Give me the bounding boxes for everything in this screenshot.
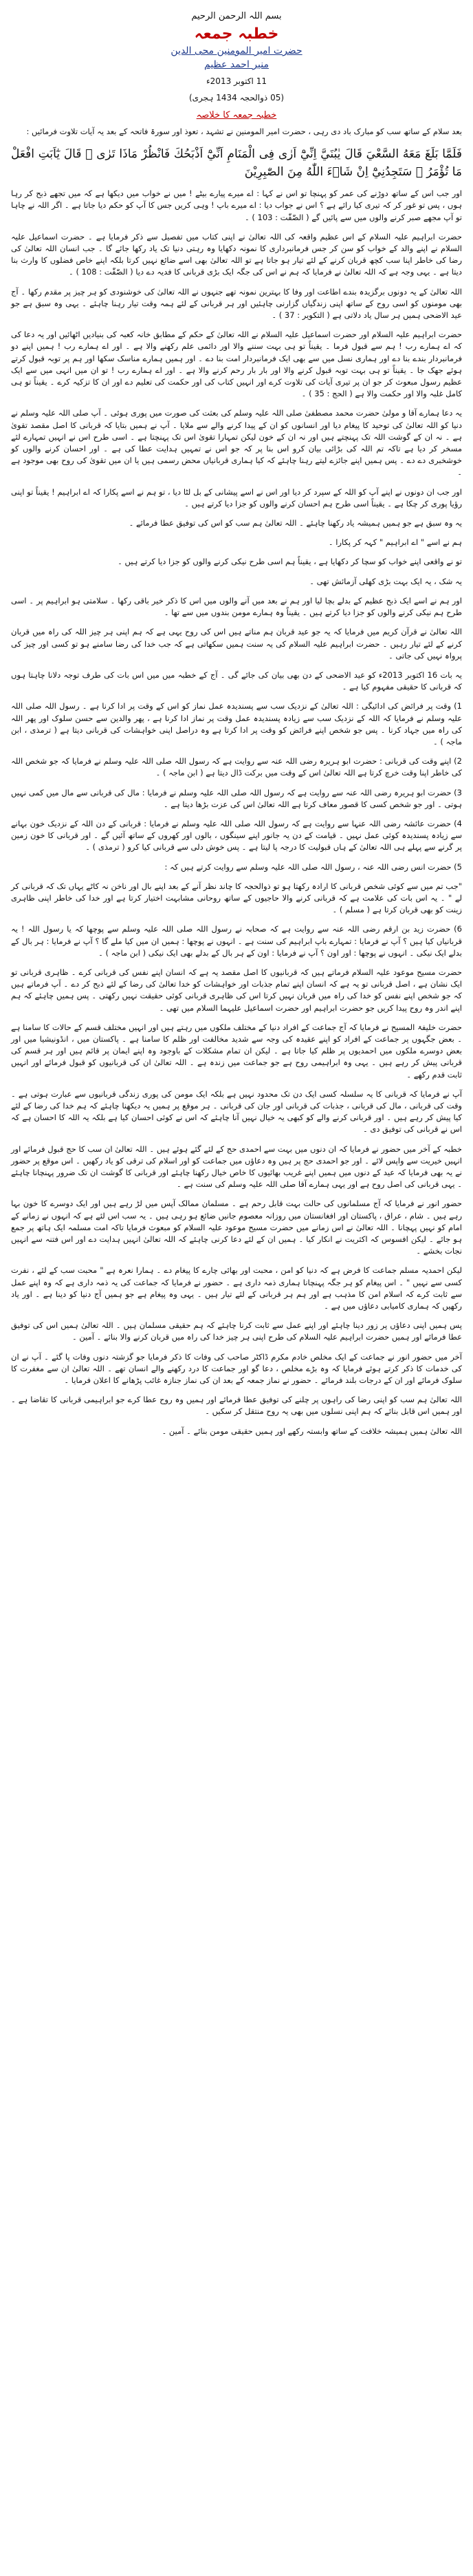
paragraph: یہ وہ سبق ہے جو ہمیں ہمیشہ یاد رکھنا چاہئے ۔ اللہ تعالیٰ ہم سب کو اس کی توفیق عطا فرمائے ۔ (129, 518, 462, 528)
date-hijri: (05 ذوالحجہ 1434 ہجری) (188, 93, 285, 103)
paragraph: لیکن احمدیہ مسلم جماعت کا فرض ہے کہ دنیا کو امن ، محبت اور بھائی چارے کا پیغام دے ۔ ہمارا نعرہ ہے " محبت سب کے لئے ، نفرت کسی سے نہیں " ۔ اس پیغام کو ہر جگہ پہنچانا ہماری ذمہ داری ہے ۔ حضور نے فرمایا کہ جماعت کی یہ ذمہ داری ہے کہ وہ اپنے عمل سے ثابت کرے کہ اسلام امن کا مذہب ہے اور ہم ہر قربانی کے لئے تیار ہیں ۔ یہی وہ پیغام ہے جو ہمیں آج دنیا کو دینا ہے ۔ اور یاد رکھیں کہ ہماری کامیابی دعاؤں میں ہے ۔ (11, 1265, 462, 1311)
paragraph: حضرت ابراہیم علیہ السلام کے اس عظیم واقعہ کی اللہ تعالیٰ نے اپنی کتاب میں تفصیل سے ذکر فرمایا ہے ۔ حضرت اسماعیل علیہ السلام نے اپنے والد کے خواب کو سن کر جس فرمانبرداری کا نمونہ دکھایا وہ رہتی دنیا تک یاد رکھا جائے گا ۔ جب انسان اللہ تعالیٰ کی رضا کی خاطر اپنا سب کچھ قربان کرنے کے لئے تیار ہو جاتا ہے تو اللہ تعالیٰ بھی اسے ضائع نہیں کرتا بلکہ اپنے خاص فضلوں کا وارث بنا دیتا ہے ۔ یہی وجہ ہے کہ اللہ تعالیٰ نے فرمایا کہ ہم نے اس کی جگہ ایک بڑی قربانی کا فدیہ دے دیا ( الصّٰفّٰت : 108 ) ۔ (11, 231, 462, 277)
paragraph: اور جب اس کے ساتھ دوڑنے کی عمر کو پہنچا تو اس نے کہا : اے میرے پیارے بیٹے ! میں نے خواب میں دیکھا ہے کہ میں تجھے ذبح کر رہا ہوں ، پس تو غور کر کہ تیری کیا رائے ہے ؟ اس نے جواب دیا : اے میرے باپ ! وہی کریں جس کا آپ کو حکم دیا جاتا ہے ۔ اگر اللہ نے چاہا تو آپ مجھے صبر کرنے والوں میں سے پائیں گے ( الصّٰفّٰت : 103 ) ۔ (11, 189, 462, 222)
paragraph: آپ نے فرمایا کہ قربانی کا یہ سلسلہ کسی ایک دن تک محدود نہیں ہے بلکہ ایک مومن کی پوری زندگی قربانیوں سے عبارت ہوتی ہے ۔ وقت کی قربانی ، مال کی قربانی ، جذبات کی قربانی اور جان کی قربانی ۔ ہر موقع پر ہمیں یہ دیکھنا چاہئے کہ ہم خدا کی رضا کے لئے کیا پیش کر رہے ہیں ۔ اور قربانی کرنے والے کو کبھی یہ خیال نہیں آنا چاہئے کہ اس نے کوئی احسان کیا ہے بلکہ یہ اللہ کا احسان ہے کہ اس نے قربانی کی توفیق دی ۔ (11, 1088, 462, 1135)
paragraph: آخر میں حضور انور نے جماعت کے ایک مخلص خادم مکرم ڈاکٹر صاحب کی وفات کا ذکر فرمایا جو گزشتہ دنوں وفات پا گئے ۔ آپ نے ان کی خدمات کا ذکر کرتے ہوئے فرمایا کہ وہ بڑے مخلص ، دعا گو اور جماعت کا درد رکھنے والے انسان تھے ۔ اللہ تعالیٰ ان سے مغفرت کا سلوک فرمائے اور ان کے درجات بلند فرمائے ۔ حضور نے نماز جمعہ کے بعد ان کی نماز جنازہ غائب پڑھانے کا اعلان فرمایا ۔ (11, 1351, 462, 1386)
date-gregorian: 11 اکتوبر 2013ء (206, 76, 267, 86)
paragraph: یہ شک ، یہ ایک بہت بڑی کھلی آزمائش تھی ۔ (309, 576, 462, 586)
paragraph: اللہ تعالیٰ کے یہ دونوں برگزیدہ بندے اطاعت اور وفا کا بہترین نمونہ تھے جنہوں نے اللہ تعالیٰ کی خوشنودی کو ہر چیز پر مقدم رکھا ۔ آج بھی مومنوں کو اسی روح کے ساتھ اپنی زندگیاں گزارنی چاہئیں اور ہر قربانی کے لئے ہمہ وقت تیار رہنا چاہئے ۔ یہی وہ سبق ہے جو عید الاضحی ہمیں ہر سال یاد دلاتی ہے ( التکویر : 37 ) ۔ (11, 286, 462, 321)
bismillah: بسم اللہ الرحمن الرحیم (191, 11, 282, 21)
paragraph: حضور انور نے فرمایا کہ آج مسلمانوں کی حالت بہت قابل رحم ہے ۔ مسلمان ممالک آپس میں لڑ رہے ہیں اور ایک دوسرے کا خون بہا رہے ہیں ۔ شام ، عراق ، پاکستان اور افغانستان میں روزانہ معصوم جانیں ضائع ہو رہی ہیں ۔ یہ سب اس لئے ہے کہ انہوں نے زمانے کے امام کو نہیں پہچانا ۔ اللہ تعالیٰ نے اس زمانے میں حضرت مسیح موعود علیہ السلام کو مبعوث فرمایا تاکہ امت مسلمہ ایک ہاتھ پر جمع ہو جائے ۔ لیکن افسوس کہ اکثریت نے انکار کیا ۔ ہمیں ان کے لئے دعا کرنی چاہئے کہ اللہ تعالیٰ انہیں ہدایت دے اور اس فتنہ سے انہیں نجات بخشے ۔ (11, 1199, 462, 1256)
paragraph: ہم نے اسے " اے ابراہیم " کہہ کر پکارا ۔ (328, 537, 462, 548)
author: منیر احمد عظیم (204, 59, 269, 70)
numbered-paragraph: 3) حضرت ابو ہریرہ رضی اللہ عنہ سے روایت ہے کہ رسول اللہ صلی اللہ علیہ وسلم نے فرمایا : مال کی قربانی سے مال میں کمی نہیں ہوتی ۔ اور جو شخص کسی کا قصور معاف کرتا ہے اللہ تعالیٰ اس کی عزت بڑھا دیتا ہے ۔ (11, 787, 462, 809)
paragraph: اور ہم نے اسے ایک ذبح عظیم کے بدلے بچا لیا اور ہم نے بعد میں آنے والوں میں اس کا ذکر خیر باقی رکھا ۔ سلامتی ہو ابراہیم پر ۔ اسی طرح ہم نیکی کرنے والوں کو جزا دیا کرتے ہیں ۔ یقیناً وہ ہمارے مومن بندوں میں سے تھا ۔ (11, 595, 462, 618)
paragraph: پس ہمیں اپنی دعاؤں پر زور دینا چاہئے اور اپنے عمل سے ثابت کرنا چاہئے کہ ہم حقیقی مسلمان ہیں ۔ اللہ تعالیٰ ہمیں اس کی توفیق عطا فرمائے اور ہمیں حضرت ابراہیم علیہ السلام کی طرح اپنی ہر چیز خدا کی راہ میں قربان کرنے والا بنائے ۔ آمین ۔ (11, 1320, 462, 1342)
paragraph: یہ دعا ہمارے آقا و مولیٰ حضرت محمد مصطفیٰ صلی اللہ علیہ وسلم کی بعثت کی صورت میں پوری ہوئی ۔ آپ صلی اللہ علیہ وسلم نے دنیا کو اللہ تعالیٰ کی توحید کا پیغام دیا اور انسانوں کو ان کے پیدا کرنے والے سے ملایا ۔ آپ نے ہمیں بتایا کہ قربانی کا اصل مقصد تقویٰ ہے ۔ نہ ان کے گوشت اللہ تک پہنچتے ہیں اور نہ ان کے خون لیکن تمہارا تقویٰ اس تک پہنچتا ہے ۔ اسی طرح اس نے انہیں تمہارے لئے مسخر کر دیا ہے تاکہ تم اللہ کی بڑائی بیان کرو اس بنا پر کہ جو اس نے تمہیں ہدایت عطا کی ہے ۔ اور احسان کرنے والوں کو خوشخبری دے دے ۔ پس ہمیں اپنے جائزے لیتے رہنا چاہئے کہ کیا ہماری قربانیاں محض رسمی ہیں یا ان میں تقویٰ کی روح بھی موجود ہے ۔ (11, 408, 462, 477)
paragraph: حضرت ابراہیم علیہ السلام اور حضرت اسماعیل علیہ السلام نے اللہ تعالیٰ کے حکم کے مطابق خانہ کعبہ کی بنیادیں اٹھائیں اور یہ دعا کی کہ اے ہمارے رب ! ہم سے قبول فرما ۔ یقیناً تو ہی بہت سننے والا اور دائمی علم رکھنے والا ہے ۔ اور اے ہمارے رب ! ہمیں اپنے دو فرمانبردار بندے بنا دے اور ہماری نسل میں سے بھی ایک فرمانبردار امت بنا دے ۔ اور ہمیں ہمارے مناسک سکھا اور ہم پر توبہ قبول کرتے ہوئے جھک جا ۔ یقیناً تو ہی بہت توبہ قبول کرنے والا اور بار بار رحم کرنے والا ہے ۔ اور اے ہمارے رب ! تو ان میں انہی میں سے ایک عظیم رسول مبعوث کر جو ان پر تیری آیات کی تلاوت کرے اور انہیں کتاب کی اور حکمت کی تعلیم دے اور ان کا تزکیہ کرے ۔ یقیناً تو ہی کامل غلبہ والا اور حکمت والا ہے ( الحج : 35 ) ۔ (11, 330, 462, 399)
numbered-paragraph: 4) حضرت عائشہ رضی اللہ عنہا سے روایت ہے کہ رسول اللہ صلی اللہ علیہ وسلم نے فرمایا : قربانی کے دن اللہ کے نزدیک خون بہانے سے زیادہ پسندیدہ کوئی عمل نہیں ۔ قیامت کے دن یہ جانور اپنے سینگوں ، بالوں اور کھروں کے ساتھ آئیں گے ۔ اور قربانی کا خون زمین پر گرنے سے پہلے ہی اللہ تعالیٰ کے ہاں قبولیت کا درجہ پا لیتا ہے ۔ پس خوش دلی سے قربانی کیا کرو ( ترمذی ) ۔ (11, 818, 462, 852)
paragraph: حضرت خلیفۃ المسیح نے فرمایا کہ آج جماعت کے افراد دنیا کے مختلف ملکوں میں رہتے ہیں اور انہیں مختلف قسم کے حالات کا سامنا ہے ۔ بعض جگہوں پر جماعت کے افراد کو اپنے عقیدہ کی وجہ سے شدید مخالفت اور ظلم کا سامنا ہے ۔ پاکستان میں ، انڈونیشیا میں اور بعض دوسرے ملکوں میں احمدیوں پر ظلم کیا جاتا ہے ۔ لیکن ان تمام مشکلات کے باوجود وہ اپنے ایمان پر قائم ہیں اور ہر قسم کی قربانی پیش کر رہے ہیں ۔ یہی وہ ابراہیمی روح ہے جو جماعت میں زندہ ہے ۔ اللہ تعالیٰ ان کی قربانیوں کو قبول فرمائے اور انہیں ثابت قدم رکھے ۔ (11, 1022, 462, 1080)
numbered-paragraph: 5) حضرت انس رضی اللہ عنہ ، رسول اللہ صلی اللہ علیہ وسلم سے روایت کرتے ہیں کہ : (164, 861, 462, 872)
paragraph: حضرت مسیح موعود علیہ السلام فرماتے ہیں کہ قربانیوں کا اصل مقصد یہ ہے کہ انسان اپنے نفس کی قربانی کرے ۔ ظاہری قربانی تو ایک نشان ہے ، اصل قربانی تو یہ ہے کہ انسان اپنے تمام جذبات اور خواہشات کو خدا تعالیٰ کی رضا کے لئے ذبح کر دے ۔ آپ فرماتے ہیں کہ جو شخص اپنے نفس کو خدا کی راہ میں قربان نہیں کرتا اس کی ظاہری قربانی کوئی حقیقت نہیں رکھتی ۔ پس ہمیں چاہئے کہ ہم اپنے اندر وہ روح پیدا کریں جو حضرت ابراہیم اور حضرت اسماعیل علیہما السلام میں تھی ۔ (11, 967, 462, 1013)
page-title: خطبہ جمعہ (194, 25, 279, 43)
paragraph: اللہ تعالیٰ ہم سب کو اپنی رضا کی راہوں پر چلنے کی توفیق عطا فرمائے اور ہمیں وہ روح عطا کرے جو ابراہیمی قربانی کا تقاضا ہے ۔ اور ہمیں اس قابل بنائے کہ ہم اپنی نسلوں میں بھی یہ روح منتقل کر سکیں ۔ (11, 1395, 462, 1417)
section-title: خطبہ جمعہ کا خلاصہ (196, 110, 277, 120)
numbered-paragraph: 1) وقت پر فرائض کی ادائیگی : اللہ تعالیٰ کے نزدیک سب سے پسندیدہ عمل نماز کو اس کے وقت پر ادا کرنا ہے ۔ رسول اللہ صلی اللہ علیہ وسلم نے فرمایا کہ اللہ کے نزدیک سب سے زیادہ پسندیدہ عمل وقت پر نماز ادا کرنا ہے ، پھر والدین سے حسن سلوک اور پھر اللہ کی راہ میں جہاد کرنا ۔ پس جو شخص اپنے فرائض کو وقت پر ادا کرتا ہے وہ دراصل اپنی خواہشات کی قربانی دیتا ہے ( ترمذی ، ابن ماجہ ) ۔ (11, 701, 462, 747)
paragraph: اللہ تعالیٰ نے قرآن کریم میں فرمایا کہ یہ جو عید قربان ہم مناتے ہیں اس کی روح یہی ہے کہ ہم اپنی ہر چیز اللہ کی راہ میں قربان کرنے کے لئے تیار رہیں ۔ حضرت ابراہیم علیہ السلام کی یہ سنت ہمیں سکھاتی ہے کہ جب خدا کی رضا سامنے ہو تو کسی اور چیز کی پرواہ نہیں کی جاتی ۔ (11, 627, 462, 661)
paragraph: اللہ تعالیٰ ہمیں ہمیشہ خلافت کے ساتھ وابستہ رکھے اور ہمیں حقیقی مومن بنائے ۔ آمین ۔ (162, 1426, 462, 1436)
quran-verse: فَلَمَّا بَلَغَ مَعَهُ السَّعْيَ قَالَ يٰبُنَيَّ اِنِّيْٓ اَرٰى فِى الْمَنَامِ اَنِّيْٓ اَذْبَحُكَ فَانْظُرْ مَاذَا تَرٰى ۭ قَالَ يٰٓاَبَتِ افْعَلْ مَا تُؤْمَرُ ۡ سَتَجِدُنِيْٓ اِنْ شَاۗءَ اللّٰهُ مِنَ الصّٰبِرِيْنَ (11, 147, 462, 180)
paragraph: تو نے واقعی اپنے خواب کو سچا کر دکھایا ہے ، یقیناً ہم اسی طرح نیکی کرنے والوں کو جزا دیا کرتے ہیں ۔ (118, 557, 462, 567)
paragraph: یہ بات 16 اکتوبر 2013ء کو عید الاضحی کے دن بھی بیان کی جائے گی ۔ آج کے خطبہ میں میں اس بات کی طرف توجہ دلانا چاہتا ہوں کہ قربانی کا حقیقی مفہوم کیا ہے ۔ (11, 669, 462, 692)
paragraph: خطبہ کے آخر میں حضور نے فرمایا کہ ان دنوں میں بہت سے احمدی حج کے لئے گئے ہوئے ہیں ۔ اللہ تعالیٰ ان سب کا حج قبول فرمائے اور انہیں خیریت سے واپس لائے ۔ اور جو احمدی حج پر ہیں وہ دعاؤں میں جماعت کو اور اسلام کی ترقی کو یاد رکھیں ۔ اس موقع پر حضور نے یہ بھی فرمایا کہ عید کے دنوں میں ہمیں اپنے غریب بھائیوں کا خاص خیال رکھنا چاہئے اور قربانی کا گوشت ان تک ضرور پہنچانا چاہئے ۔ یہی قربانی کی اصل روح ہے اور یہی ہمارے آقا صلی اللہ علیہ وسلم کی سنت ہے ۔ (11, 1144, 462, 1190)
paragraph: "جب تم میں سے کوئی شخص قربانی کا ارادہ رکھتا ہو تو ذوالحجہ کا چاند نظر آنے کے بعد اپنے بال اور ناخن نہ کاٹے یہاں تک کہ قربانی کر لے " ۔ یہ اس بات کی علامت ہے کہ قربانی کرنے والا حاجیوں کے ساتھ روحانی مشابہت اختیار کرتا ہے اور خدا کی خاطر اپنی ظاہری زینت کو بھی قربان کرتا ہے ( مسلم ) ۔ (11, 881, 462, 915)
intro-paragraph: بعد سلام کے ساتھ سب کو مبارک باد دی رہی ، حضرت امیر المومنین نے تشہد ، تعوذ اور سورۃ فاتحہ کے بعد یہ آیات تلاوت فرمائیں : (26, 127, 462, 136)
numbered-paragraph: 6) حضرت زید بن ارقم رضی اللہ عنہ سے روایت ہے کہ صحابہ نے رسول اللہ صلی اللہ علیہ وسلم سے پوچھا کہ یا رسول اللہ ! یہ قربانیاں کیا ہیں ؟ آپ نے فرمایا : تمہارے باپ ابراہیم کی سنت ہے ۔ انہوں نے پوچھا : ہمیں ان میں کیا ملے گا ؟ آپ نے فرمایا : ہر بال کے بدلے ایک نیکی ۔ انہوں نے پوچھا : اور اون ؟ آپ نے فرمایا : اون کے ہر بال کے بدلے بھی ایک نیکی ( ابن ماجہ ) ۔ (11, 924, 462, 958)
subtitle: حضرت امیر المومنین محی الدین (170, 45, 302, 56)
numbered-paragraph: 2) اپنے وقت کی قربانی : حضرت ابو ہریرہ رضی اللہ عنہ سے روایت ہے کہ رسول اللہ صلی اللہ علیہ وسلم نے فرمایا کہ جو شخص اللہ کی خاطر اپنا وقت خرچ کرتا ہے اللہ تعالیٰ اس کے وقت میں برکت ڈال دیتا ہے ( ابن ماجہ ) ۔ (11, 756, 462, 778)
paragraph: اور جب ان دونوں نے اپنے آپ کو اللہ کے سپرد کر دیا اور اس نے اسے پیشانی کے بل لٹا دیا ، تو ہم نے اسے پکارا کہ اے ابراہیم ! یقیناً تو اپنی رؤیا پوری کر چکا ہے ۔ یقیناً اسی طرح ہم احسان کرنے والوں کو جزا دیا کرتے ہیں ۔ (11, 486, 462, 508)
